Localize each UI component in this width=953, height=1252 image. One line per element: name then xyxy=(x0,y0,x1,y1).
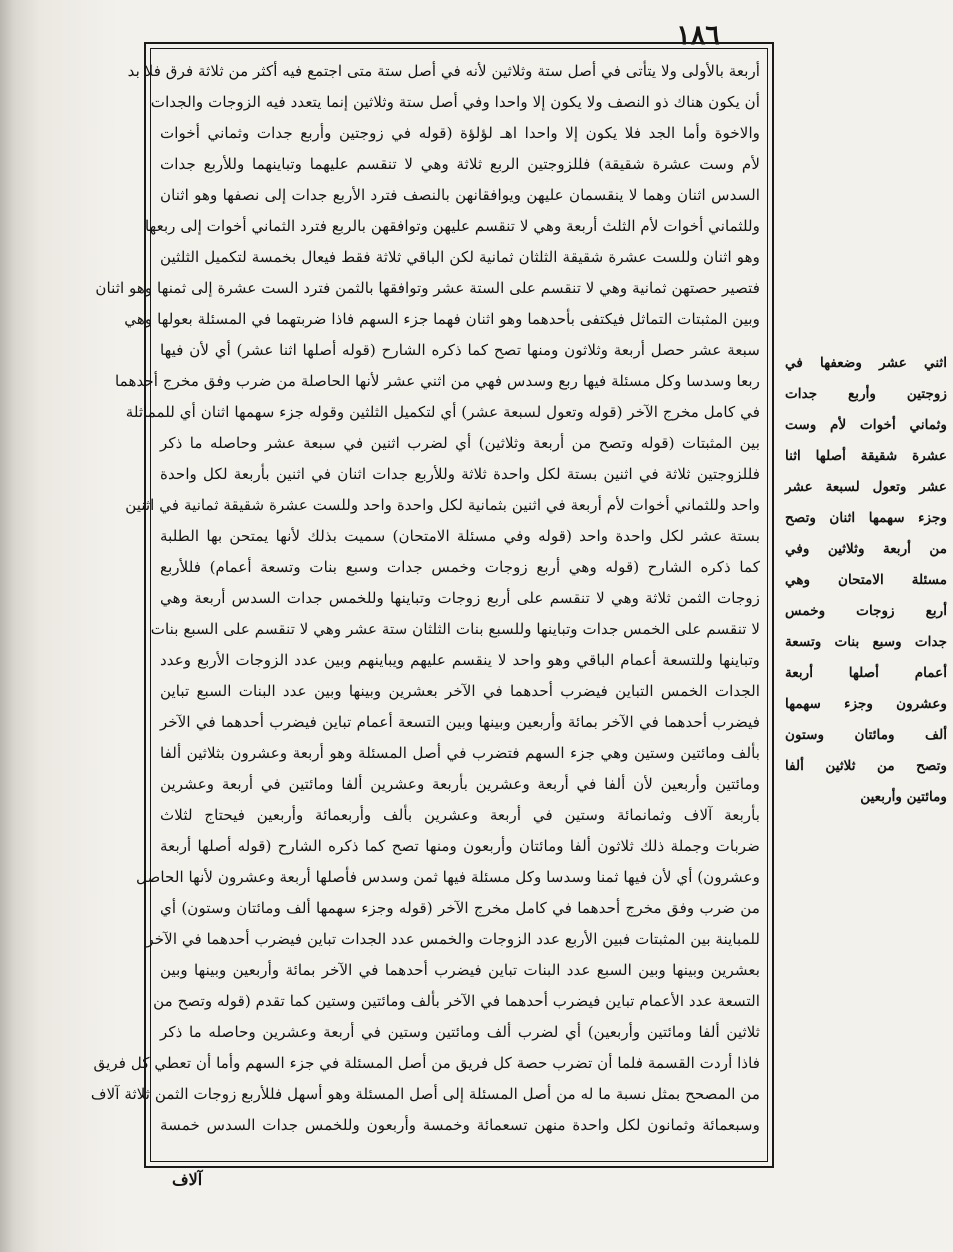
margin-line: مسئلة الامتحان وهي xyxy=(785,572,947,588)
text-line: بأربعة آلاف وثمانمائة وستين في أربعة وعشرين بألف وأربعمائة وأربعين فيحتاج لثلاث xyxy=(160,806,760,824)
text-line: بستة عشر لكل واحدة واحد (قوله وفي مسئلة الامتحان) سميت بذلك لأنها يمتحن بها الطلبة xyxy=(160,527,760,545)
text-line: أربعة بالأولى ولا يتأتى في أصل ستة وثلاثين لأنه في أصل ستة متى اجتمع فيه أكثر من ثلاثة فرق فلا بد xyxy=(127,62,760,80)
main-text-body xyxy=(90,56,760,1156)
text-line: وسبعمائة وثمانون لكل واحدة منهن تسعمائة وخمسة وأربعون وللخمس جدات السدس خمسة xyxy=(160,1116,760,1134)
text-line: وهو اثنان وللست عشرة شقيقة الثلثان ثمانية لكن الباقي ثلاثة فقط فيعال بخمسة لتكميل الثلثين xyxy=(160,248,760,266)
margin-line: أعمام أصلها أربعة xyxy=(785,665,947,681)
margin-line: وثماني أخوات لأم وست xyxy=(785,417,947,433)
text-line: وللثماني أخوات لأم الثلث أربعة وهي لا تنقسم عليهن وتوافقهن بالربع فترد الثماني أخوات إلى ربعها xyxy=(145,217,760,235)
text-line: فللزوجتين ثلاثة في اثنين بستة لكل واحدة ثلاثة وللأربع جدات اثنان في اثنين بأربعة لكل واحدة xyxy=(160,465,760,483)
margin-line: وجزء سهمها اثنان وتصح xyxy=(785,510,947,526)
text-line: فيضرب أحدهما في الآخر بمائة وأربعين وبينها وبين التسعة أعمام تباين فيضرب أحدهما في الآخر xyxy=(160,713,760,731)
catchword: آلاف xyxy=(172,1170,203,1189)
text-line: سبعة عشر حصل أربعة وثلاثون ومنها تصح كما ذكره الشارح (قوله أصلها اثنا عشر) أي لأن فيها xyxy=(160,341,760,359)
text-line: بعشرين وبينها وبين السبع عدد البنات تباين فيضرب أحدهما في الآخر بمائة وأربعين وبينها وبين xyxy=(160,961,760,979)
text-line: بألف ومائتين وستين وهي جزء السهم فتضرب في أصل المسئلة وهو أربعة وعشرون بثلاثين ألفا xyxy=(160,744,760,762)
text-line: لا تنقسم على الخمس جدات وتباينها وللسبع بنات الثلثان ستة عشر وهي لا تنقسم على السبع بنات xyxy=(150,620,760,638)
text-line: واحد وللثماني أخوات لأم أربعة في اثنين بثمانية لكل واحدة واحد وللست عشرة شقيقة ثمانية في اثنين xyxy=(125,496,760,514)
margin-line: اثني عشر وضعفها في xyxy=(785,355,947,371)
margin-line: ألف ومائتان وستون xyxy=(785,727,947,743)
text-line: من ضرب وفق مخرج أحدهما في كامل مخرج الآخر (قوله وجزء سهمها ألف ومائتان وستون) أي xyxy=(160,899,760,917)
margin-line: وتصح من ثلاثين ألفا xyxy=(785,758,947,774)
text-line: الجدات الخمس التباين فيضرب أحدهما في الآخر بعشرين وبينها وبين عدد البنات السبع تباين xyxy=(160,682,760,700)
margin-line: ومائتين وأربعين xyxy=(860,789,947,805)
margin-note xyxy=(785,348,947,813)
text-line: فاذا أردت القسمة فلما أن تضرب حصة كل فريق من أصل المسئلة في جزء السهم وأما أن تعطي كل فريق xyxy=(93,1054,760,1072)
page-number: ١٨٦ xyxy=(676,20,720,51)
margin-line: جدات وسبع بنات وتسعة xyxy=(785,634,947,650)
margin-line: عشر وتعول لسبعة عشر xyxy=(785,479,947,495)
text-line: من المصحح بمثل نسبة ما له من أصل المسئلة إلى أصل المسئلة وهو أسهل فللأربع زوجات الثمن ثلاثة آلاف xyxy=(90,1085,760,1103)
text-line: في كامل مخرج الآخر (قوله وتعول لسبعة عشر) أي لتكميل الثلثين وقوله جزء سهمها اثنان أي للمماثلة xyxy=(125,403,760,421)
text-line: التسعة عدد الأعمام تباين فيضرب أحدهما في الآخر بألف ومائتين وستين كما تقدم (قوله وتصح من xyxy=(153,992,760,1010)
text-line: بين المثبتات (قوله وتصح من أربعة وثلاثين) أي لضرب اثنين في سبعة عشر وحاصله ما ذكر xyxy=(160,434,760,452)
text-line: السدس اثنان وهما لا ينقسمان عليهن ويوافقانهن بالنصف فترد الأربع جدات إلى نصفها وهو اثنان xyxy=(160,186,760,204)
margin-line: أربع زوجات وخمس xyxy=(785,603,947,619)
text-line: زوجات الثمن ثلاثة وهي لا تنقسم على أربع زوجات وتباينها وللخمس جدات السدس أربعة وهي xyxy=(160,589,760,607)
text-line: ثلاثين ألفا ومائتين وأربعين) أي لضرب ألف ومائتين وستين في أربعة وعشرين وحاصله ما ذكر xyxy=(160,1023,760,1041)
text-line: وتباينها وللتسعة أعمام الباقي وهو واحد لا ينقسم عليهم ويباينهم وبين عدد الزوجات الأربع وعدد xyxy=(160,651,760,669)
text-line: ومائتين وأربعين لأن ألفا في أربعة وعشرين بأربعة وعشرين ألفا ومائتين في أربعة وعشرين xyxy=(160,775,760,793)
text-line: فتصير حصتهن ثمانية وهي لا تنقسم على الستة عشر وتوافقها بالثمن فترد الست عشرة إلى ثمنها وهو اثنان xyxy=(95,279,760,297)
margin-line: من أربعة وثلاثين وفي xyxy=(785,541,947,557)
text-line: للمباينة بين المثبتات فبين الأربع عدد الزوجات والخمس عدد الجدات تباين فيضرب أحدهما في الآخر xyxy=(146,930,760,948)
text-line: ضربات وجملة ذلك ثلاثون ألفا ومائتان وأربعون ومنها تصح كما ذكره الشارح (قوله أصلها أربعة xyxy=(160,837,760,855)
text-line: والاخوة وأما الجد فلا يكون إلا واحدا اهـ لؤلؤة (قوله في زوجتين وأربع جدات وثماني أخوات xyxy=(160,124,760,142)
text-line: كما ذكره الشارح (قوله وهي أربع زوجات وخمس جدات وسبع بنات وتسعة أعمام) فللأربع xyxy=(160,558,760,576)
text-line: ربعا وسدسا وكل مسئلة فيها ربع وسدس فهي من اثني عشر لأنها الحاصلة من ضرب وفق مخرج أحدهما xyxy=(115,372,760,390)
margin-line: عشرة شقيقة أصلها اثنا xyxy=(785,448,947,464)
margin-line: وعشرون وجزء سهمها xyxy=(785,696,947,712)
text-line: وعشرون) أي لأن فيها ثمنا وسدسا وكل مسئلة فيها ثمن وسدس فأصلها أربعة وعشرون لأنها الحاصل xyxy=(136,868,760,886)
text-line: لأم وست عشرة شقيقة) فللزوجتين الربع ثلاثة وهي لا تنقسم عليهما وتباينهما وللأربع جدات xyxy=(160,155,760,173)
text-line: أن يكون هناك ذو النصف ولا يكون إلا واحدا وفي أصل ستة وثلاثين إنما يتعدد فيه الزوجات والجدات xyxy=(150,93,760,111)
margin-line: زوجتين وأربع جدات xyxy=(785,386,947,402)
text-line: وبين المثبتات التماثل فيكتفى بأحدهما وهو اثنان فهما جزء السهم فاذا ضربتهما في المسئلة بعولها وهي xyxy=(124,310,760,328)
